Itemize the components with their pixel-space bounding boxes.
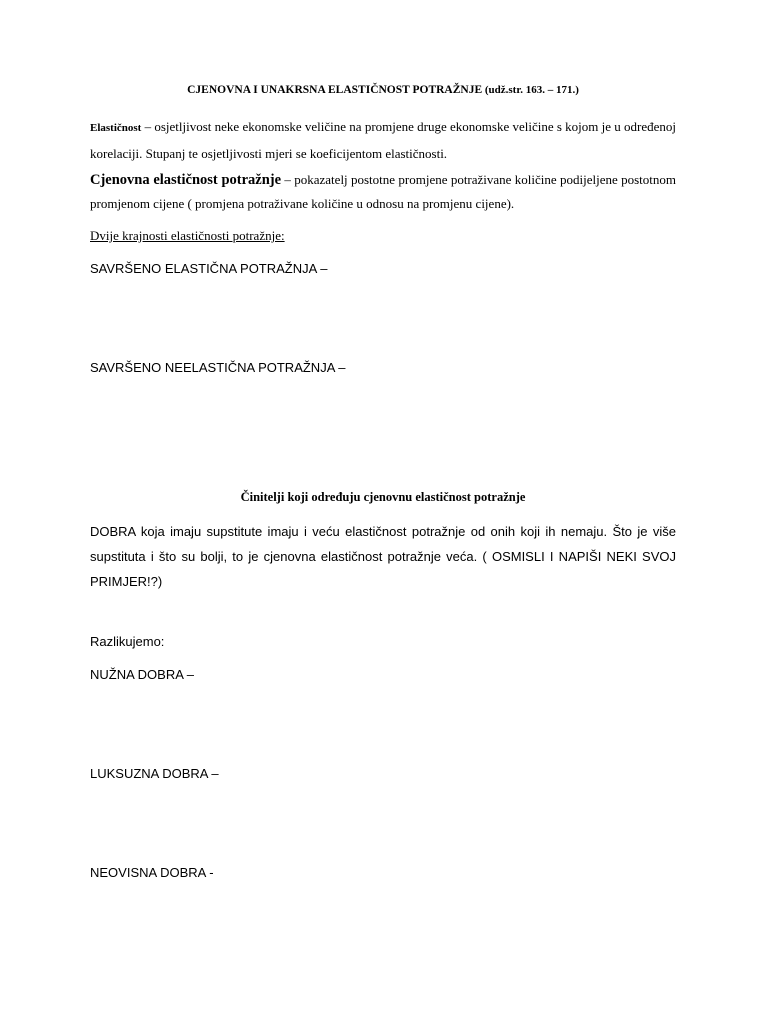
definition-price-elasticity-text: – pokazatelj postotne promjene potraživane količine podijeljene postotnom promjenom cijene ( promjena potraživane količine u odnosu na promjenu cijene). <box>90 172 676 211</box>
term-price-elasticity: Cjenovna elastičnost potražnje <box>90 172 282 188</box>
extremes-heading: Dvije krajnosti elastičnosti potražnje: <box>90 228 285 243</box>
perfectly-elastic-label: SAVRŠENO ELASTIČNA POTRAŽNJA – <box>90 261 328 276</box>
title-reference: (udž.str. 163. – 171.) <box>482 84 579 96</box>
definition-elasticity-text: – osjetljivost neke ekonomske veličine na promjene druge ekonomske veličine s kojom je u određenoj korelaciji. Stupanj te osjetljivosti mjeri se koeficijentom elastičnosti. <box>90 119 677 161</box>
term-elasticity: Elastičnost <box>90 122 142 134</box>
independent-goods-label: NEOVISNA DOBRA - <box>90 865 214 880</box>
luxury-goods-label: LUKSUZNA DOBRA – <box>90 766 219 781</box>
page-title <box>90 84 676 96</box>
definition-price-elasticity <box>90 168 676 216</box>
perfectly-inelastic-label: SAVRŠENO NEELASTIČNA POTRAŽNJA – <box>90 360 346 375</box>
distinguish-label: Razlikujemo: <box>90 634 165 649</box>
title-main: CJENOVNA I UNAKRSNA ELASTIČNOST POTRAŽNJE <box>187 84 483 96</box>
factors-heading: Činitelji koji određuju cjenovnu elastičnost potražnje <box>240 490 526 504</box>
substitutes-paragraph: DOBRA koja imaju supstitute imaju i veću elastičnost potražnje od onih koji ih nemaju. Što je više supstituta i što su bolji, to je cjenovna elastičnost potražnje veća. ( OSMISLI I NAPIŠI NEKI SVOJ PRIMJER!?) <box>90 524 676 589</box>
necessary-goods-label: NUŽNA DOBRA – <box>90 667 195 682</box>
definition-elasticity <box>90 114 676 166</box>
